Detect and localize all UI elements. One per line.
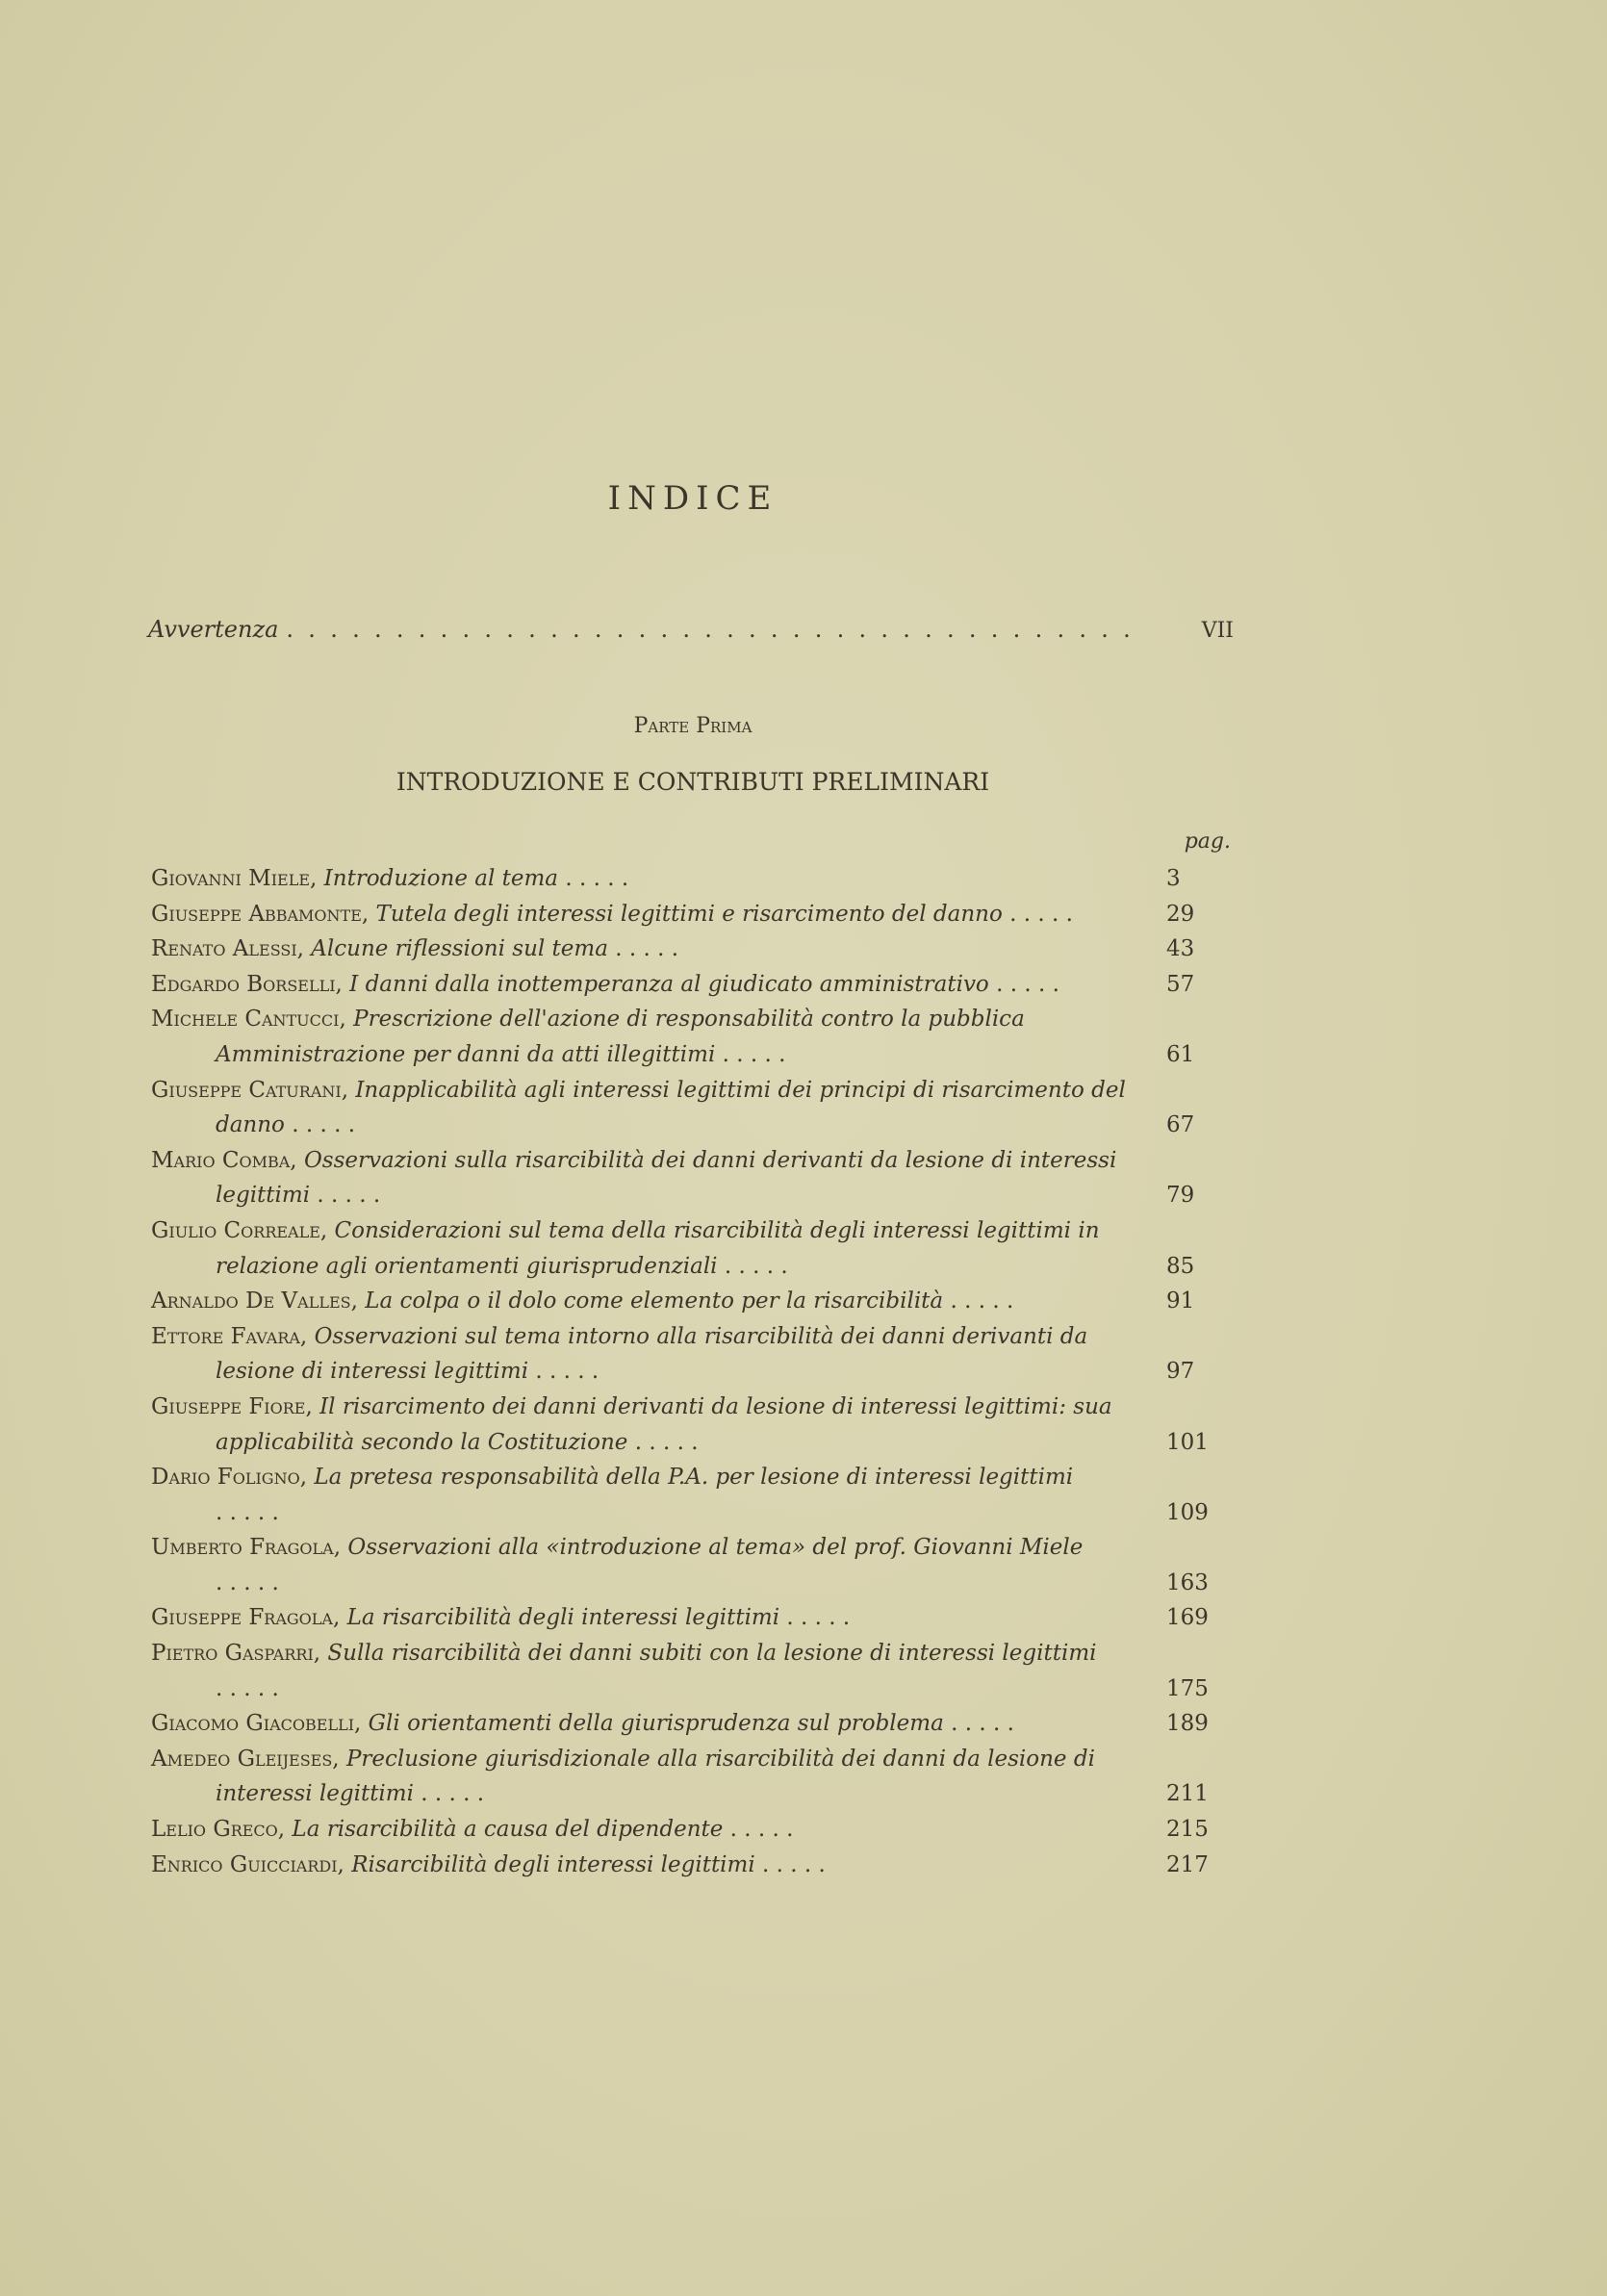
entry-author: Lelio Greco,: [151, 1817, 286, 1843]
toc-entry: Giuseppe Abbamonte, Tutela degli interessi legittimi e risarcimento del danno . . . . . 29: [151, 901, 1195, 927]
entry-title: Gli orientamenti della giurisprudenza sul problema: [368, 1711, 944, 1737]
part-heading: Parte Prima: [633, 714, 752, 738]
entry-author: Enrico Guicciardi,: [151, 1851, 344, 1877]
dot-leader: . . . . .: [779, 1605, 851, 1631]
entry-author: Giovanni Miele,: [151, 866, 318, 891]
toc-entry-avvertenza: [148, 616, 1234, 643]
dot-leader: . . . . .: [988, 971, 1059, 997]
toc-entry: Arnaldo De Valles, La colpa o il dolo come elemento per la risarcibilità . . . . . 91: [151, 1288, 1195, 1314]
dot-leader: . . . . .: [717, 1253, 788, 1279]
entry-author: Arnaldo De Valles,: [151, 1288, 358, 1314]
entry-author: Giuseppe Fragola,: [151, 1605, 341, 1631]
dot-leader: . . . . .: [216, 1499, 279, 1525]
entry-title: Prescrizione dell'azione di responsabilità contro la pubblica Amministrazione per danni da atti illegittimi: [216, 1007, 1025, 1067]
dot-leader: . . . . .: [754, 1851, 826, 1877]
toc-entry: Giuseppe Fragola, La risarcibilità degli interessi legittimi . . . . . 169: [151, 1605, 1209, 1631]
dot-leader: . . . . .: [715, 1041, 786, 1067]
entry-author: Pietro Gasparri,: [151, 1641, 321, 1667]
entry-title: Alcune riflessioni sul tema: [311, 936, 608, 962]
dot-leader: . . . . .: [558, 866, 629, 891]
entry-title: I danni dalla inottemperanza al giudicato amministrativo: [349, 971, 989, 997]
dot-leader: . . . . .: [310, 1183, 381, 1209]
entry-title: Tutela degli interessi legittimi e risarcimento del danno: [375, 901, 1003, 927]
entry-title: La pretesa responsabilità della P.A. per lesione di interessi legittimi: [314, 1465, 1074, 1491]
entry-title: Considerazioni sul tema della risarcibilità degli interessi legittimi in relazione agli orientamenti giurisprudenziali: [216, 1217, 1100, 1279]
toc-entry: Ettore Favara, Osservazioni sul tema intorno alla risarcibilità dei danni derivanti da lesione di interessi legittimi . . . . . 97: [151, 1323, 1195, 1385]
toc-entry: Lelio Greco, La risarcibilità a causa del dipendente . . . . . 215: [151, 1817, 1209, 1843]
entry-author: Umberto Fragola,: [151, 1535, 342, 1561]
dot-leader: . . . . .: [607, 936, 679, 962]
toc-entry: Amedeo Gleijeses, Preclusione giurisdizionale alla risarcibilità dei danni da lesione di interessi legittimi . . . . . 211: [151, 1746, 1209, 1807]
dot-leader: . . . . .: [413, 1781, 485, 1807]
entry-author: Dario Foligno,: [151, 1465, 308, 1491]
toc-entry: Giuseppe Fiore, Il risarcimento dei danni derivanti da lesione di interessi legittimi: sua applicabilità secondo la Costituzione . . . . . 101: [151, 1393, 1209, 1455]
entry-title: Osservazioni sulla risarcibilità dei danni derivanti da lesione di interessi legittimi: [216, 1147, 1117, 1209]
dot-leader: . . . . .: [528, 1359, 599, 1385]
toc-entry: Enrico Guicciardi, Risarcibilità degli interessi legittimi . . . . . 217: [151, 1851, 1209, 1877]
entry-author: Amedeo Gleijeses,: [151, 1746, 340, 1772]
entry-author: Giuseppe Caturani,: [151, 1077, 349, 1103]
dot-leader: . . . . .: [216, 1569, 279, 1595]
index-heading: INDICE: [607, 479, 778, 518]
entry-author: Renato Alessi,: [151, 936, 304, 962]
entry-title: Introduzione al tema: [323, 866, 559, 891]
toc-entry: Dario Foligno, La pretesa responsabilità della P.A. per lesione di interessi legittimi . . . . . 109: [151, 1465, 1209, 1525]
dot-leader: . . . . .: [216, 1675, 279, 1701]
entry-author: Mario Comba,: [151, 1147, 297, 1173]
entry-author: Giacomo Giacobelli,: [151, 1711, 362, 1737]
dot-leader: [286, 616, 1193, 643]
entry-title: La risarcibilità degli interessi legittimi: [346, 1605, 780, 1631]
page-column-label: pag.: [1184, 829, 1231, 854]
entry-title: Sulla risarcibilità dei danni subiti con la lesione di interessi legittimi: [327, 1641, 1097, 1667]
entry-author: Giuseppe Abbamonte,: [151, 901, 370, 927]
dot-leader: . . . . .: [943, 1288, 1014, 1314]
entry-title: Osservazioni sul tema intorno alla risarcibilità dei danni derivanti da lesione di interessi legittimi: [216, 1323, 1088, 1385]
entry-author: Giuseppe Fiore,: [151, 1393, 313, 1419]
entry-title: Inapplicabilità agli interessi legittimi dei principi di risarcimento del danno: [216, 1077, 1126, 1138]
entry-author: Edgardo Borselli,: [151, 971, 343, 997]
entry-author: Giulio Correale,: [151, 1217, 328, 1243]
toc-entry: Michele Cantucci, Prescrizione dell'azione di responsabilità contro la pubblica Amministrazione per danni da atti illegittimi . . . . . 61: [151, 1007, 1195, 1067]
dot-leader: . . . . .: [284, 1112, 356, 1138]
entry-title: Preclusione giurisdizionale alla risarcibilità dei danni da lesione di interessi legittimi: [216, 1746, 1095, 1807]
entry-title: Avvertenza: [148, 616, 279, 643]
toc-entry: Renato Alessi, Alcune riflessioni sul tema . . . . . 43: [151, 936, 1195, 962]
toc-list: [151, 861, 1231, 1882]
section-heading: INTRODUZIONE E CONTRIBUTI PRELIMINARI: [395, 768, 990, 796]
toc-entry: Mario Comba, Osservazioni sulla risarcibilità dei danni derivanti da lesione di interessi legittimi . . . . . 79: [151, 1147, 1195, 1209]
entry-author: Ettore Favara,: [151, 1323, 308, 1349]
entry-title: La risarcibilità a causa del dipendente: [292, 1817, 724, 1843]
toc-entry: Edgardo Borselli, I danni dalla inottemperanza al giudicato amministrativo . . . . . 57: [151, 971, 1195, 997]
entry-title: Il risarcimento dei danni derivanti da lesione di interessi legittimi: sua applicabilità secondo la Costituzione: [216, 1393, 1112, 1455]
dot-leader: . . . . .: [1002, 901, 1073, 927]
dot-leader: . . . . .: [627, 1429, 699, 1455]
dot-leader: . . . . .: [723, 1817, 794, 1843]
toc-entry: Umberto Fragola, Osservazioni alla «introduzione al tema» del prof. Giovanni Miele . . . . . 163: [151, 1535, 1209, 1595]
dot-leader: . . . . .: [943, 1711, 1014, 1737]
toc-entry: Giuseppe Caturani, Inapplicabilità agli interessi legittimi dei principi di risarcimento del danno . . . . . 67: [151, 1077, 1195, 1138]
toc-entry: Giovanni Miele, Introduzione al tema . . . . . 3: [151, 866, 1181, 891]
entry-title: La colpa o il dolo come elemento per la risarcibilità: [365, 1288, 944, 1314]
toc-entry: Giacomo Giacobelli, Gli orientamenti della giurisprudenza sul problema . . . . . 189: [151, 1711, 1209, 1737]
entry-page: VII: [1201, 619, 1234, 643]
toc-entry: Pietro Gasparri, Sulla risarcibilità dei danni subiti con la lesione di interessi legittimi . . . . . 175: [151, 1641, 1209, 1701]
entry-author: Michele Cantucci,: [151, 1007, 346, 1033]
entry-title: Osservazioni alla «introduzione al tema» del prof. Giovanni Miele: [347, 1535, 1084, 1561]
entry-title: Risarcibilità degli interessi legittimi: [351, 1851, 755, 1877]
toc-entry: Giulio Correale, Considerazioni sul tema della risarcibilità degli interessi legittimi in relazione agli orientamenti giurisprudenziali . . . . . 85: [151, 1217, 1195, 1279]
